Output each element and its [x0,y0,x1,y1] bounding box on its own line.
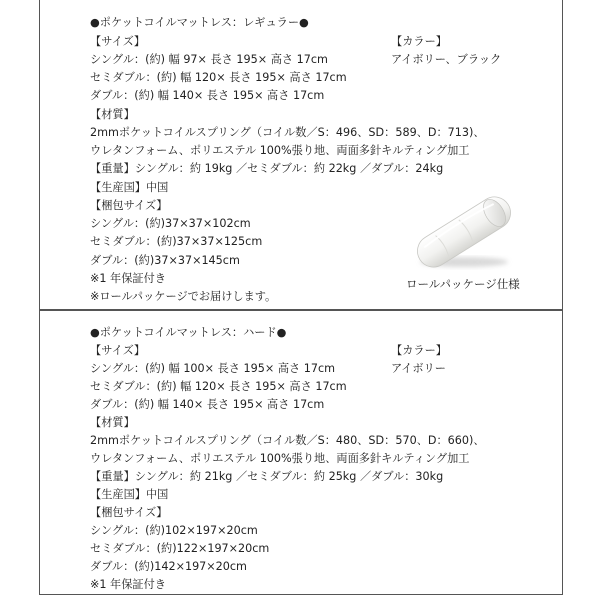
hard-size-semidouble: セミダブル：(約) 幅 120× 長さ 195× 高さ 17cm [90,380,347,393]
hard-package-single: シングル：(約)102×197×20cm [90,524,258,537]
hard-spec-panel [39,310,563,595]
hard-material-line-1: 2mmポケットコイルスプリング（コイル数／S：480、SD：570、D：660)、 [90,434,485,447]
regular-material-heading: 【材質】 [90,108,135,121]
hard-color-values: アイボリー [391,362,446,375]
hard-package-semidouble: セミダブル：(約)122×197×20cm [90,542,270,555]
hard-material-line-2: ウレタンフォーム、ポリエステル 100%張り地、両面多針キルティング加工 [90,452,470,465]
hard-package-heading: 【梱包サイズ】 [90,506,168,519]
regular-package-heading: 【梱包サイズ】 [90,199,168,212]
hard-size-single: シングル：(約) 幅 100× 長さ 195× 高さ 17cm [90,362,336,375]
regular-size-double: ダブル：(約) 幅 140× 長さ 195× 高さ 17cm [90,89,325,102]
regular-size-heading: 【サイズ】 [90,35,146,48]
hard-material-heading: 【材質】 [90,416,135,429]
regular-color-heading: 【カラー】 [391,35,447,48]
regular-size-single: シングル：(約) 幅 97× 長さ 195× 高さ 17cm [90,53,328,66]
hard-color-heading: 【カラー】 [391,344,447,357]
regular-spec-panel [39,0,563,310]
regular-weight: 【重量】シングル：約 19kg ／セミダブル：約 22kg ／ダブル：24kg [90,162,444,175]
roll-package-image [408,190,520,270]
regular-material-line-2: ウレタンフォーム、ポリエステル 100%張り地、両面多針キルティング加工 [90,144,470,157]
hard-note-warranty: ※1 年保証付き [90,578,166,591]
hard-package-double: ダブル：(約)142×197×20cm [90,560,247,573]
regular-size-semidouble: セミダブル：(約) 幅 120× 長さ 195× 高さ 17cm [90,71,347,84]
regular-note-roll-package: ※ロールパッケージでお届けします。 [90,290,277,303]
hard-weight: 【重量】シングル：約 21kg ／セミダブル：約 25kg ／ダブル：30kg [90,470,444,483]
regular-color-values: アイボリー、ブラック [391,53,502,66]
regular-note-warranty: ※1 年保証付き [90,272,166,285]
regular-material-line-1: 2mmポケットコイルスプリング（コイル数／S：496、SD：589、D：713)、 [90,126,485,139]
roll-package-caption: ロールパッケージ仕様 [406,277,520,291]
hard-size-heading: 【サイズ】 [90,344,146,357]
regular-origin: 【生産国】中国 [90,181,169,194]
regular-title: ●ポケットコイルマットレス：レギュラー● [90,16,309,29]
regular-package-single: シングル：(約)37×37×102cm [90,217,251,230]
regular-package-semidouble: セミダブル：(約)37×37×125cm [90,235,263,248]
regular-package-double: ダブル：(約)37×37×145cm [90,254,240,267]
hard-size-double: ダブル：(約) 幅 140× 長さ 195× 高さ 17cm [90,398,325,411]
hard-origin: 【生産国】中国 [90,488,169,501]
hard-title: ●ポケットコイルマットレス：ハード● [90,326,287,339]
